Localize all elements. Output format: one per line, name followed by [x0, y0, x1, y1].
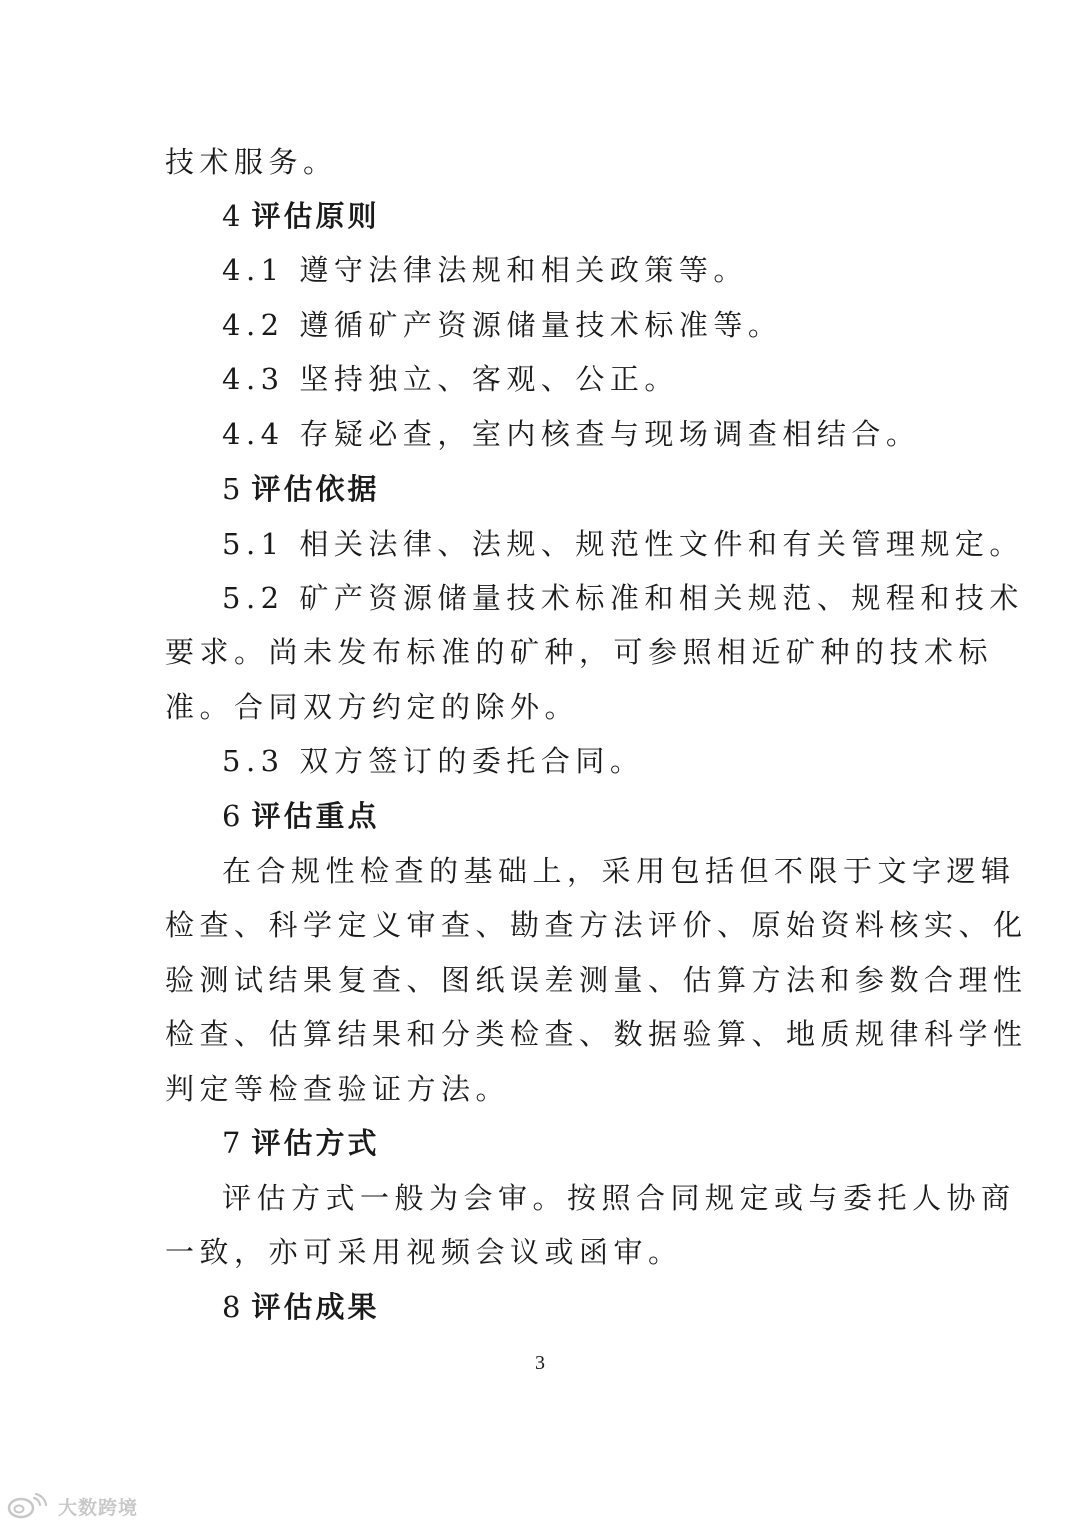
section-number: 5 [222, 472, 244, 506]
paragraph-line: 5.3 双方签订的委托合同。 [222, 744, 645, 778]
paragraph-line: 5.1 相关法律、法规、规范性文件和有关管理规定。 [222, 527, 1024, 561]
section-heading [222, 196, 379, 236]
watermark [6, 1491, 138, 1521]
paragraph-line: 检查、科学定义审查、勘查方法评价、原始资料核实、化 [165, 908, 1028, 942]
section-heading [222, 469, 379, 509]
section-heading [222, 1287, 379, 1327]
weibo-logo-icon [6, 1493, 52, 1519]
section-title: 评估依据 [251, 472, 380, 506]
section-number: 6 [222, 799, 244, 833]
paragraph-line: 在合规性检查的基础上，采用包括但不限于文字逻辑 [222, 854, 1016, 888]
section-number: 7 [222, 1126, 244, 1160]
paragraph-line: 技术服务。 [165, 145, 338, 179]
paragraph-line: 评估方式一般为会审。按照合同规定或与委托人协商 [222, 1181, 1016, 1215]
section-number: 8 [222, 1290, 244, 1324]
paragraph-line: 验测试结果复查、图纸误差测量、估算方法和参数合理性 [165, 963, 1028, 997]
section-heading [222, 796, 379, 836]
section-title: 评估原则 [251, 199, 380, 233]
paragraph-line: 5.2 矿产资源储量技术标准和相关规范、规程和技术 [222, 581, 1024, 615]
paragraph-line: 4.4 存疑必查，室内核查与现场调查相结合。 [222, 417, 921, 451]
section-title: 评估成果 [251, 1290, 380, 1324]
paragraph-line: 要求。尚未发布标准的矿种，可参照相近矿种的技术标 [165, 635, 994, 669]
page-number: 3 [535, 1352, 545, 1374]
watermark-text: 大数跨境 [58, 1496, 139, 1519]
paragraph-line: 准。合同双方约定的除外。 [165, 690, 580, 724]
section-title: 评估重点 [251, 799, 380, 833]
paragraph-line: 4.2 遵循矿产资源储量技术标准等。 [222, 308, 783, 342]
paragraph-line: 一致，亦可采用视频会议或函审。 [165, 1235, 683, 1269]
paragraph-line: 4.3 坚持独立、客观、公正。 [222, 362, 679, 396]
section-heading [222, 1123, 379, 1163]
section-number: 4 [222, 199, 244, 233]
paragraph-line: 检查、估算结果和分类检查、数据验算、地质规律科学性 [165, 1017, 1028, 1051]
paragraph-line: 4.1 遵守法律法规和相关政策等。 [222, 253, 748, 287]
paragraph-line: 判定等检查验证方法。 [165, 1072, 511, 1106]
section-title: 评估方式 [251, 1126, 380, 1160]
